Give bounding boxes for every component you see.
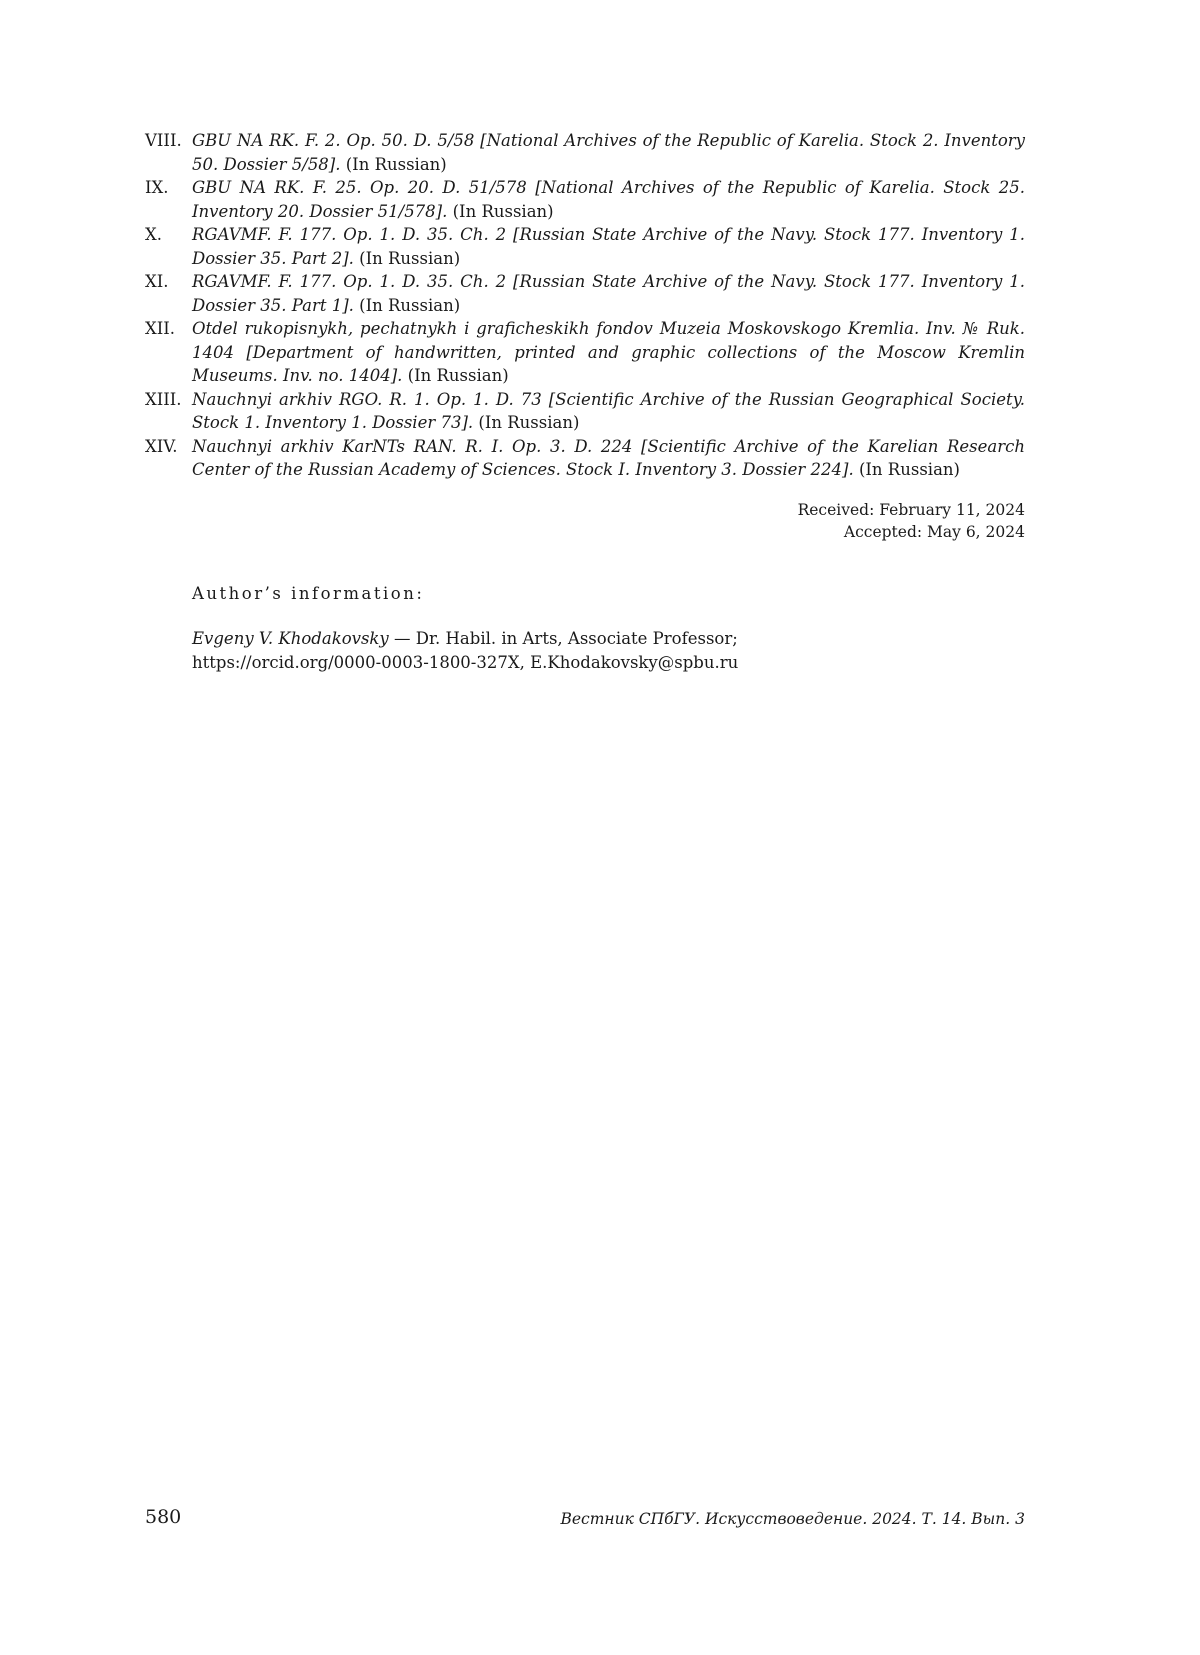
reference-item — [145, 129, 1025, 176]
author-name: Evgeny V. Khodakovsky — [192, 629, 389, 648]
reference-language: (In Russian) — [353, 248, 461, 268]
reference-language: (In Russian) — [473, 413, 580, 432]
reference-text — [192, 317, 1025, 388]
reference-language: (In Russian) — [447, 201, 554, 221]
reference-number: XII. — [145, 319, 176, 338]
reference-number: IX. — [145, 178, 169, 197]
reference-number: XIV. — [145, 436, 178, 456]
reference-number: VIII. — [145, 131, 182, 150]
page-footer — [145, 1506, 1025, 1536]
journal-title: Вестник СПбГУ. Искусствоведение. 2024. Т. 14. Вып. 3 — [560, 1510, 1025, 1528]
reference-number: X. — [145, 225, 162, 244]
reference-source: Nauchnyi arkhiv KarNTs RAN. R. I. Op. 3. D. 224 [Scientific Archive of the Karelian Research Center of the Russian Academy of Sciences. Stock I. Inventory 3. Dossier 224]. — [192, 436, 1025, 479]
reference-source: GBU NA RK. F. 25. Op. 20. D. 51/578 [National Archives of the Republic of Karelia. Stock 25. Inventory 20. Dossier 51/578]. — [192, 178, 1025, 221]
reference-text — [192, 388, 1025, 435]
received-date: Received: February 11, 2024 — [797, 501, 1025, 519]
reference-item — [145, 388, 1025, 435]
reference-source: RGAVMF. F. 177. Op. 1. D. 35. Ch. 2 [Russian State Archive of the Navy. Stock 177. Inventory 1. Dossier 35. Part 1]. — [192, 272, 1025, 315]
accepted-date: Accepted: May 6, 2024 — [843, 523, 1025, 541]
reference-item — [145, 435, 1025, 482]
reference-source: RGAVMF. F. 177. Op. 1. D. 35. Ch. 2 [Russian State Archive of the Navy. Stock 177. Inventory 1. Dossier 35. Part 2]. — [192, 225, 1025, 268]
author-contact: https://orcid.org/0000-0003-1800-327X, E.Khodakovsky@spbu.ru — [192, 652, 739, 672]
reference-text — [192, 129, 1025, 176]
reference-text — [192, 270, 1025, 317]
author-info-block — [192, 627, 738, 674]
reference-text — [192, 435, 1025, 482]
reference-language: (In Russian) — [340, 154, 447, 174]
reference-text — [192, 176, 1025, 223]
article-dates — [798, 499, 1025, 543]
author-line — [192, 627, 738, 651]
reference-item — [145, 223, 1025, 270]
reference-item — [145, 317, 1025, 388]
reference-source: Otdel rukopisnykh, pechatnykh i graficheskikh fondov Muzeia Moskovskogo Kremlia. Inv. № Ruk. 1404 [Department of handwritten, printed and graphic collections of the Moscow Kremlin Museums. Inv. no. 1404]. — [192, 319, 1025, 385]
reference-source: Nauchnyi arkhiv RGO. R. 1. Op. 1. D. 73 [Scientific Archive of the Russian Geographical Society. Stock 1. Inventory 1. Dossier 73]. — [192, 389, 1025, 432]
reference-language: (In Russian) — [853, 460, 960, 479]
reference-item — [145, 270, 1025, 317]
reference-language: (In Russian) — [402, 366, 509, 385]
page-number: 580 — [145, 1506, 182, 1528]
reference-list — [145, 129, 1025, 482]
reference-language: (In Russian) — [353, 295, 461, 315]
reference-source: GBU NA RK. F. 2. Op. 50. D. 5/58 [National Archives of the Republic of Karelia. Stock 2. Inventory 50. Dossier 5/58]. — [192, 131, 1025, 174]
reference-text — [192, 223, 1025, 270]
author-info-heading: Author’s information: — [192, 584, 425, 603]
reference-number: XIII. — [145, 389, 182, 409]
reference-number: XI. — [145, 272, 169, 291]
reference-item — [145, 176, 1025, 223]
author-details: — Dr. Habil. in Arts, Associate Professor; — [388, 629, 738, 648]
